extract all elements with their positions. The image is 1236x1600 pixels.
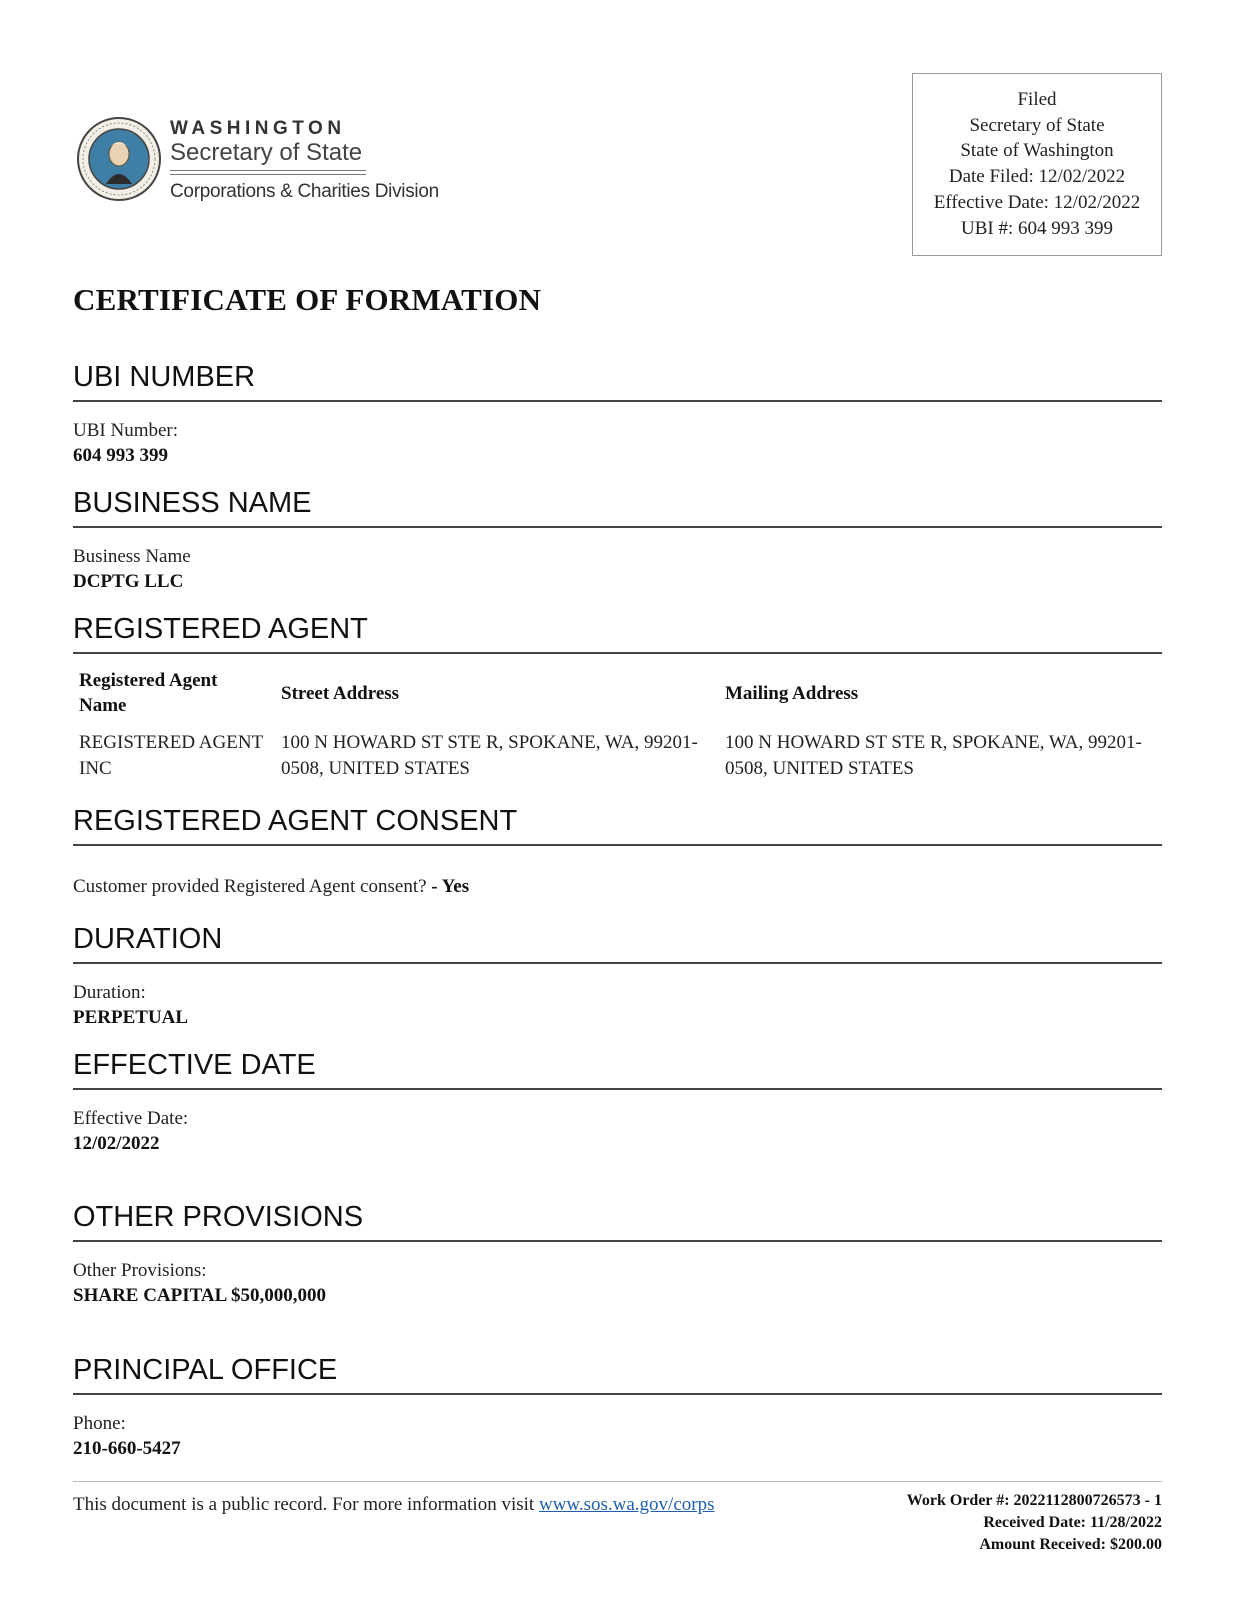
section-heading: OTHER PROVISIONS [73, 1200, 1162, 1242]
public-record-text: This document is a public record. For more information visit [73, 1494, 535, 1515]
work-order-number: Work Order #: 2022112800726573 - 1 [906, 1492, 1162, 1509]
field-label: UBI Number: [73, 420, 179, 441]
field-value: DCPTG LLC [73, 571, 184, 592]
logo-divider [170, 170, 366, 175]
filed-line: UBI #: 604 993 399 [961, 217, 1113, 239]
filed-line: Date Filed: 12/02/2022 [948, 166, 1126, 188]
table-cell: 100 N HOWARD ST STE R, SPOKANE, WA, 99201-0508, UNITED STATES [725, 732, 1142, 779]
consent-question: Customer provided Registered Agent consent? [73, 876, 427, 897]
footer-note [73, 1494, 715, 1516]
sos-corps-link[interactable]: www.sos.wa.gov/corps [538, 1494, 715, 1515]
work-order-info [907, 1490, 1162, 1556]
section-principal-office [73, 1353, 1162, 1461]
field-value: 604 993 399 [73, 445, 168, 466]
column-header: Mailing Address [725, 682, 859, 704]
section-other-provisions [73, 1200, 1162, 1308]
document-title: CERTIFICATE OF FORMATION [73, 282, 542, 317]
sos-logo [76, 116, 476, 216]
section-heading: UBI NUMBER [73, 360, 1162, 402]
section-heading: PRINCIPAL OFFICE [73, 1353, 1162, 1395]
field-value: SHARE CAPITAL $50,000,000 [73, 1285, 327, 1306]
logo-office-name: Secretary of State [170, 139, 363, 166]
field-label: Effective Date: [73, 1108, 189, 1129]
filed-line: State of Washington [960, 140, 1114, 162]
filed-line: Effective Date: 12/02/2022 [933, 191, 1141, 213]
filed-line: Secretary of State [969, 114, 1105, 136]
section-duration [73, 922, 1162, 1030]
table-cell: 100 N HOWARD ST STE R, SPOKANE, WA, 99201-0508, UNITED STATES [281, 732, 698, 779]
received-date: Received Date: 11/28/2022 [983, 1514, 1162, 1531]
filed-stamp-box [912, 73, 1162, 256]
state-seal-icon [76, 116, 162, 202]
section-registered-agent [73, 612, 1162, 782]
field-value: 12/02/2022 [73, 1133, 160, 1154]
field-label: Duration: [73, 982, 146, 1003]
section-heading: REGISTERED AGENT CONSENT [73, 804, 1162, 846]
consent-answer: - Yes [431, 876, 470, 897]
field-value: PERPETUAL [73, 1007, 189, 1028]
logo-division-name: Corporations & Charities Division [170, 181, 439, 202]
registered-agent-table [73, 664, 1162, 782]
field-label: Other Provisions: [73, 1260, 207, 1281]
consent-statement [73, 876, 1162, 898]
section-effective-date [73, 1048, 1162, 1156]
column-header: Street Address [281, 682, 400, 704]
field-value: 210-660-5427 [73, 1438, 181, 1459]
section-business-name [73, 486, 1162, 594]
section-heading: REGISTERED AGENT [73, 612, 1162, 654]
table-cell: REGISTERED AGENT INC [79, 732, 263, 779]
field-label: Phone: [73, 1413, 126, 1434]
amount-received: Amount Received: $200.00 [979, 1536, 1162, 1553]
filed-line: Filed [1017, 89, 1057, 110]
section-heading: BUSINESS NAME [73, 486, 1162, 528]
field-label: Business Name [73, 546, 191, 567]
section-ubi-number [73, 360, 1162, 468]
section-heading: EFFECTIVE DATE [73, 1048, 1162, 1090]
section-heading: DURATION [73, 922, 1162, 964]
table-row [73, 722, 1162, 782]
section-registered-agent-consent [73, 804, 1162, 898]
logo-state-name: WASHINGTON [170, 118, 346, 139]
footer-divider [73, 1481, 1162, 1482]
table-header-row [73, 664, 1162, 722]
column-header: Registered Agent Name [79, 670, 218, 716]
